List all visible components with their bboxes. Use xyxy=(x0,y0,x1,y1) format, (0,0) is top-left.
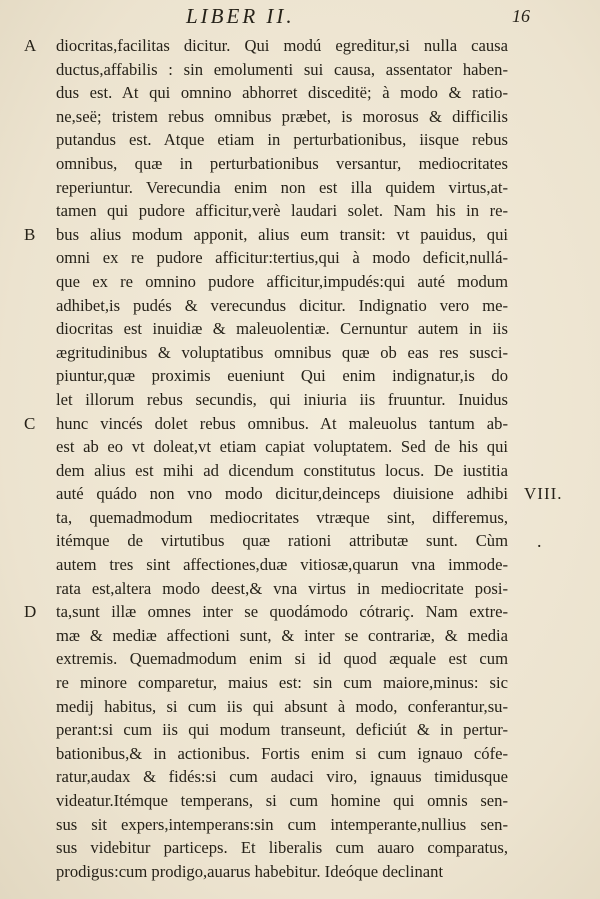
text-line: tamen qui pudore afficitur,verè laudari solet. Nam his in re- xyxy=(56,201,508,221)
page-header xyxy=(0,4,600,32)
text-line: sus videbitur particeps. Et liberalis cum auaro comparatus, xyxy=(56,838,508,858)
section-marker-d: D xyxy=(24,602,37,622)
page-number: 16 xyxy=(512,6,530,26)
text-line: prodigus:cum prodigo,auarus habebitur. Ideóque declinant xyxy=(56,861,444,881)
text-line: ta,sunt illæ omnes inter se quodámodo cótrariç. Nam extre- xyxy=(56,602,508,622)
text-line: que ex re omnino pudore afficitur,impudés:qui auté modum xyxy=(56,271,508,291)
text-line: perant:si cum iis qui modum transeunt, deficiút & in pertur- xyxy=(56,720,508,740)
text-line: medij habitus, si cum iis qui absunt à modo, conferantur,su- xyxy=(56,696,508,716)
text-line: diocritas est inuidiæ & maleuolentiæ. Cernuntur autem in iis xyxy=(56,319,508,339)
text-line: ductus,affabilis : sin emolumenti sui causa, assentator haben- xyxy=(56,59,508,79)
text-line: re minore comparetur, maius est: sin cum maiore,minus: sic xyxy=(56,673,508,693)
text-line: putandus est. Atque etiam in perturbationibus, iisque rebus xyxy=(56,130,508,150)
section-marker-c: C xyxy=(24,413,36,433)
text-line: mæ & mediæ affectioni sunt, & inter se contrariæ, & media xyxy=(56,625,508,645)
text-line: autem tres sint affectiones,duæ vitiosæ,quarun vna immode- xyxy=(56,555,508,575)
text-line: ægritudinibus & voluptatibus omnibus quæ ob eas res susci- xyxy=(56,342,508,362)
text-line: bus alius modum apponit, alius eum transit: vt pauidus, qui xyxy=(56,224,508,244)
text-line: piuntur,quæ proximis eueniunt Qui enim indignatur,is do xyxy=(56,366,508,386)
text-line: dem alius est mihi ad dicendum constitutus locus. De iustitia xyxy=(56,460,508,480)
text-line: ne,seë; tristem rebus omnibus præbet, is morosus & difficilis xyxy=(56,106,508,126)
text-line: adhibet,is pudés & verecundus dicitur. Indignatio vero me- xyxy=(56,295,508,315)
body-text xyxy=(56,34,508,883)
section-marker-a: A xyxy=(24,36,37,55)
text-line: let illorum rebus secundis, qui iniuria iis fruuntur. Inuidus xyxy=(56,389,508,409)
text-line: omnibus, quæ in perturbationibus versantur, mediocritates xyxy=(56,153,508,173)
chapter-note: VIII. xyxy=(524,484,563,504)
text-line: rata est,altera modo deest,& vna virtus in mediocritate posi- xyxy=(56,578,508,598)
text-line: videatur.Itémque temperans, si cum homine qui omnis sen- xyxy=(56,791,508,810)
text-line: omni ex re pudore afficitur:tertius,qui à modo deficit,nullá- xyxy=(56,248,508,268)
text-line: auté quádo non vno modo dicitur,deinceps diuisione adhibi xyxy=(56,484,508,504)
text-line: extremis. Quemadmodum enim si id quod æquale est cum xyxy=(56,649,508,669)
text-line: ratur,audax & fidés:si cum audaci viro, ignauus timidusque xyxy=(56,767,508,787)
text-line: reperiuntur. Verecundia enim non est illa quidem virtus,at- xyxy=(56,177,508,197)
margin-dot: . xyxy=(537,530,542,551)
text-line: bationibus,& in actionibus. Fortis enim si cum ignauo cófe- xyxy=(56,743,508,763)
running-head: LIBER II. xyxy=(186,4,295,28)
section-marker-b: B xyxy=(24,224,36,244)
text-line: ta, quemadmodum mediocritates vtræque sint, differemus, xyxy=(56,507,508,527)
text-line: diocritas,facilitas dicitur. Qui modú egreditur,si nulla causa xyxy=(56,36,508,55)
text-line: est ab eo vt doleat,vt etiam capiat voluptatem. Sed de his qui xyxy=(56,437,508,457)
text-line: hunc vincés dolet rebus omnibus. At maleuolus tantum ab- xyxy=(56,413,508,433)
text-line: itémque de virtutibus quæ rationi attributæ sunt. Cùm xyxy=(56,531,508,551)
text-line: dus est. At qui omnino abhorret disceditë; à modo & ratio- xyxy=(56,83,508,103)
text-line: sus sit expers,intemperans:sin cum intemperante,nullius sen- xyxy=(56,814,508,834)
